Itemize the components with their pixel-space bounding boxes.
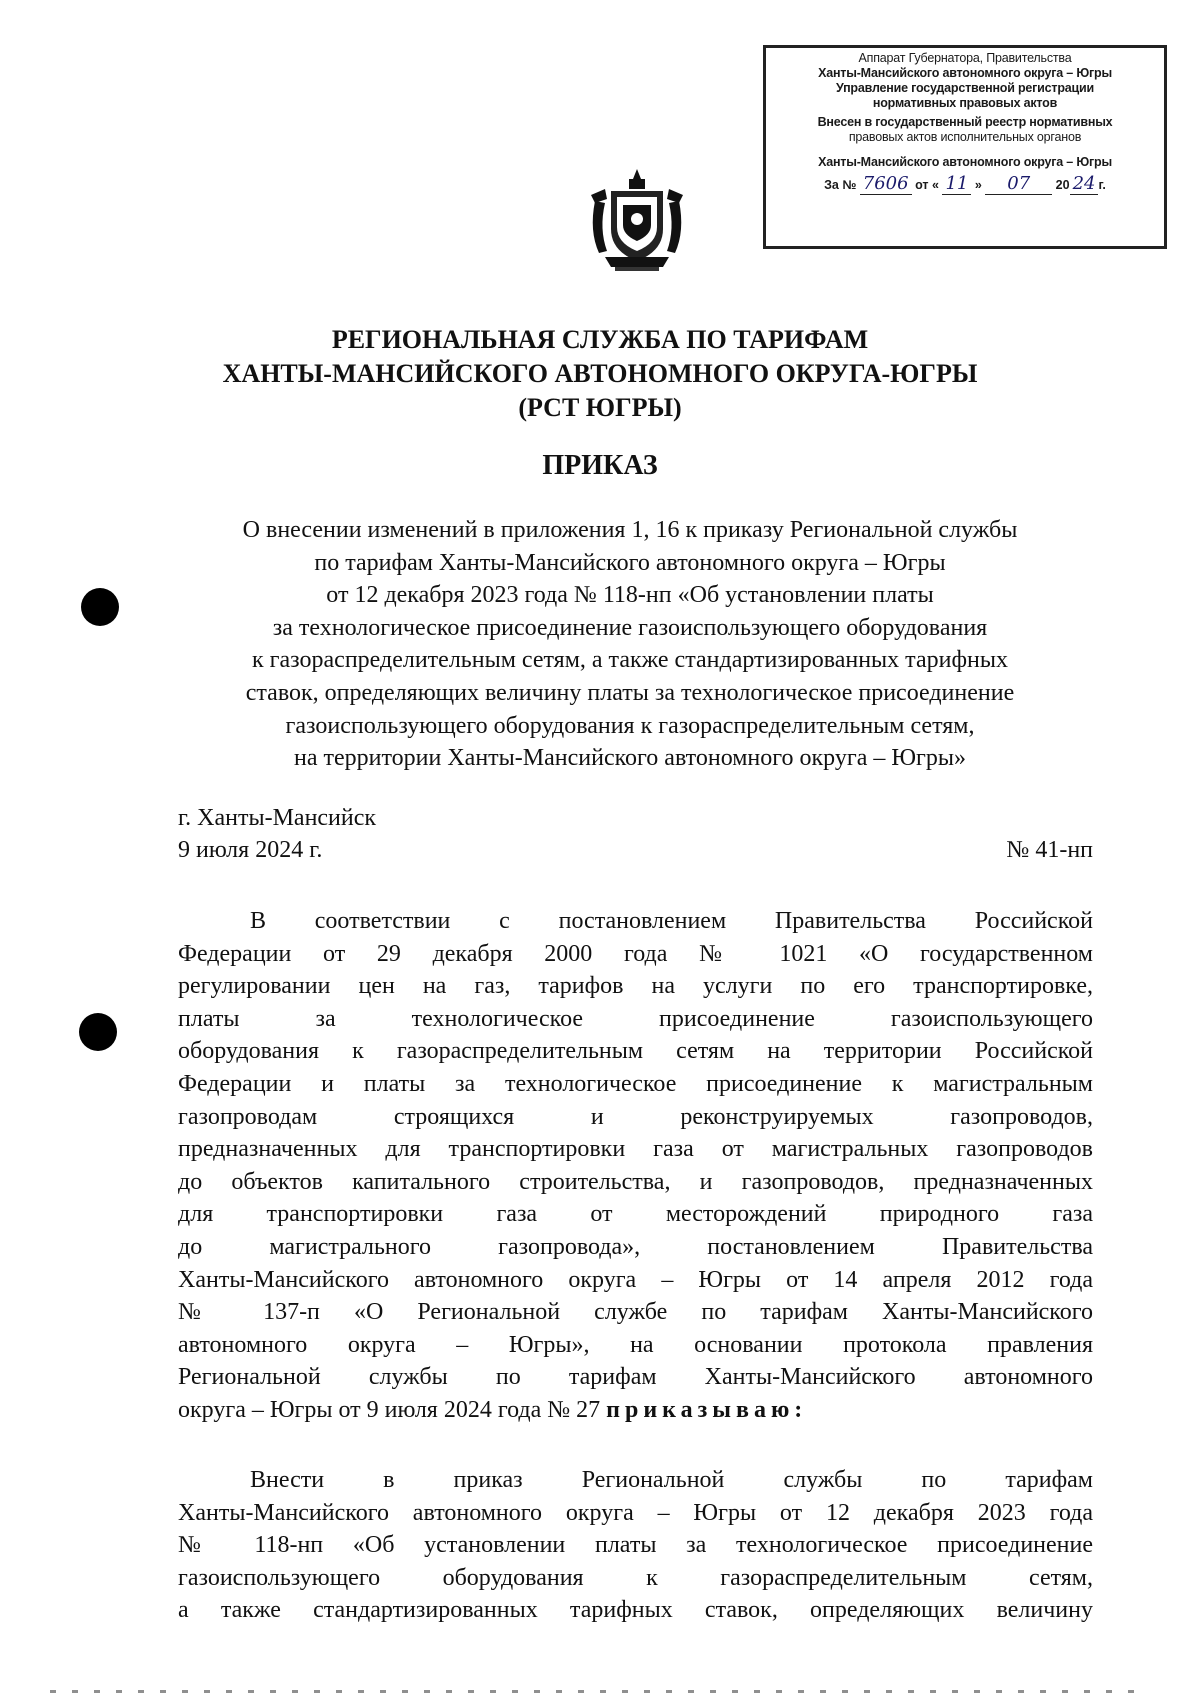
paragraph-line: № 137-п «О Региональной службе по тарифам Ханты-Мансийского	[178, 1299, 1093, 1326]
paragraph-line: оборудования к газораспределительным сетям на территории Российской	[178, 1038, 1093, 1065]
paragraph-line: предназначенных для транспортировки газа от магистральных газопроводов	[178, 1136, 1093, 1163]
subject-line: газоиспользующего оборудования к газораспределительным сетям,	[285, 712, 975, 739]
paragraph-line: регулировании цен на газ, тарифов на услуги по его транспортировке,	[178, 973, 1093, 1000]
stamp-line: Аппарат Губернатора, Правительства	[858, 51, 1072, 65]
paragraph-line: В соответствии с постановлением Правительства Российской	[250, 908, 1093, 934]
stamp-reg-number: 7606	[860, 173, 912, 195]
subject-line: за технологическое присоединение газоиспользующего оборудования	[272, 614, 988, 641]
stamp-reg-month: 07	[985, 173, 1052, 195]
paragraph-line: Региональной службы по тарифам Ханты-Мансийского автономного	[178, 1364, 1093, 1391]
paragraph-text: округа – Югры от 9 июля 2024 года № 27	[178, 1396, 601, 1423]
paragraph-line: автономного округа – Югры», на основании протокола правления	[178, 1331, 1093, 1358]
subject-line: к газораспределительным сетям, а также стандартизированных тарифных	[252, 647, 1008, 674]
stamp-line: Ханты-Мансийского автономного округа – Югры	[818, 66, 1112, 80]
date-number-row	[178, 834, 1093, 866]
stamp-line: Управление государственной регистрации	[835, 81, 1094, 95]
punch-hole	[81, 588, 119, 626]
paragraph-line: № 118-нп «Об установлении платы за технологическое присоединение	[178, 1532, 1093, 1559]
paragraph-line: до объектов капитального строительства, и газопроводов, предназначенных	[178, 1168, 1093, 1195]
stamp-line: правовых актов исполнительных органов	[848, 130, 1082, 144]
paragraph-line: газоиспользующего оборудования к газораспределительным сетям,	[178, 1564, 1093, 1591]
stamp-reg-year-prefix: 20	[1055, 178, 1070, 192]
order-subject	[160, 514, 1100, 775]
org-line: ХАНТЫ-МАНСИЙСКОГО АВТОНОМНОГО ОКРУГА-ЮГРЫ	[222, 359, 978, 388]
stamp-line: нормативных правовых актов	[872, 96, 1058, 110]
stamp-reg-year: 24	[1070, 173, 1099, 195]
punch-hole	[79, 1013, 117, 1051]
paragraph-line: Ханты-Мансийского автономного округа – Югры от 12 декабря 2023 года	[178, 1499, 1093, 1526]
organization-title	[150, 323, 1050, 425]
stamp-reg-from: от «	[915, 178, 939, 192]
preamble-paragraph	[178, 905, 1093, 1427]
stamp-reg-prefix: За №	[824, 178, 857, 192]
paragraph-line: а также стандартизированных тарифных ставок, определяющих величину	[178, 1597, 1093, 1624]
issue-date: 9 июля 2024 г.	[178, 837, 323, 863]
subject-line: О внесении изменений в приложения 1, 16 к приказу Региональной службы	[242, 517, 1018, 543]
document-type-title: ПРИКАЗ	[542, 450, 658, 481]
subject-line: ставок, определяющих величину платы за технологическое присоединение	[245, 679, 1015, 706]
stamp-reg-day: 11	[942, 173, 971, 195]
org-line: РЕГИОНАЛЬНАЯ СЛУЖБА ПО ТАРИФАМ	[331, 325, 869, 354]
paragraph-line: газопроводам строящихся и реконструируемых газопроводов,	[178, 1103, 1093, 1130]
subject-line: по тарифам Ханты-Мансийского автономного округа – Югры	[314, 549, 946, 576]
resolution-paragraph	[178, 1464, 1093, 1627]
paragraph-line: Федерации от 29 декабря 2000 года № 1021 «О государственном	[178, 940, 1093, 967]
coat-of-arms-emblem	[585, 165, 689, 275]
stamp-line: Внесен в государственный реестр нормативных	[817, 115, 1113, 129]
place-of-issue: г. Ханты-Мансийск	[178, 805, 377, 831]
stamp-reg-close: »	[974, 178, 982, 192]
scan-edge-marks	[50, 1690, 1150, 1693]
paragraph-line: платы за технологическое присоединение газоиспользующего	[178, 1005, 1093, 1032]
org-line: (РСТ ЮГРЫ)	[518, 393, 682, 422]
stamp-line: Ханты-Мансийского автономного округа – Югры	[818, 155, 1112, 169]
stamp-registration-row	[772, 173, 1158, 194]
stamp-reg-year-suffix: г.	[1098, 178, 1106, 192]
paragraph-last-line	[178, 1394, 1093, 1427]
paragraph-line: до магистрального газопровода», постановлением Правительства	[178, 1233, 1093, 1260]
document-number: № 41-нп	[1006, 837, 1093, 863]
paragraph-line: для транспортировки газа от месторождений природного газа	[178, 1201, 1093, 1228]
paragraph-line: Федерации и платы за технологическое присоединение к магистральным	[178, 1070, 1093, 1097]
subject-line: от 12 декабря 2023 года № 118-нп «Об установлении платы	[326, 582, 934, 609]
paragraph-line: Внести в приказ Региональной службы по тарифам	[250, 1467, 1093, 1493]
registration-stamp	[763, 45, 1167, 249]
order-verb: приказываю:	[606, 1396, 808, 1423]
subject-line: на территории Ханты-Мансийского автономного округа – Югры»	[294, 745, 966, 772]
paragraph-line: Ханты-Мансийского автономного округа – Югры от 14 апреля 2012 года	[178, 1266, 1093, 1293]
